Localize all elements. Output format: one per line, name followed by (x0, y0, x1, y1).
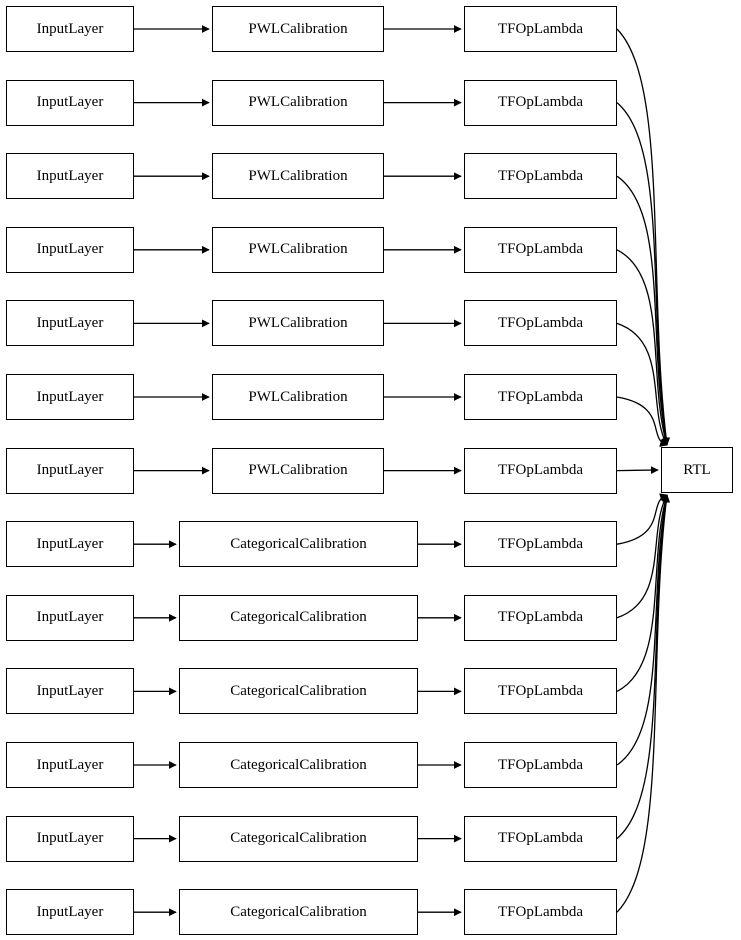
node-lambda-1[interactable] (464, 80, 617, 126)
node-lambda-11-label: TFOpLambda (498, 830, 583, 847)
node-lambda-6-label: TFOpLambda (498, 462, 583, 479)
node-lambda-8[interactable] (464, 595, 617, 641)
node-calibration-1-label: PWLCalibration (248, 94, 348, 111)
node-input-10-label: InputLayer (36, 756, 104, 773)
node-lambda-7-label: TFOpLambda (498, 535, 583, 552)
node-lambda-6[interactable] (464, 448, 617, 494)
node-calibration-7-label: CategoricalCalibration (230, 535, 367, 552)
node-calibration-10[interactable] (179, 742, 418, 788)
node-input-0-label: InputLayer (36, 20, 104, 37)
node-input-9[interactable] (6, 668, 134, 714)
node-calibration-2-label: PWLCalibration (248, 167, 348, 184)
node-lambda-0[interactable] (464, 6, 617, 52)
node-lambda-5-label: TFOpLambda (498, 388, 583, 405)
node-calibration-10-label: CategoricalCalibration (230, 756, 367, 773)
node-calibration-7[interactable] (179, 521, 418, 567)
node-lambda-1-label: TFOpLambda (498, 94, 583, 111)
node-calibration-12-label: CategoricalCalibration (230, 903, 367, 920)
node-lambda-7[interactable] (464, 521, 617, 567)
node-calibration-3-label: PWLCalibration (248, 241, 348, 258)
node-lambda-9-label: TFOpLambda (498, 682, 583, 699)
node-lambda-3[interactable] (464, 227, 617, 273)
node-input-12-label: InputLayer (36, 903, 104, 920)
node-input-10[interactable] (6, 742, 134, 788)
node-input-4[interactable] (6, 300, 134, 346)
node-lambda-10[interactable] (464, 742, 617, 788)
node-input-2-label: InputLayer (36, 167, 104, 184)
node-input-8[interactable] (6, 595, 134, 641)
node-input-3[interactable] (6, 227, 134, 273)
node-calibration-3[interactable] (212, 227, 384, 273)
node-input-8-label: InputLayer (36, 609, 104, 626)
node-input-5[interactable] (6, 374, 134, 420)
node-calibration-4[interactable] (212, 300, 384, 346)
node-input-6[interactable] (6, 448, 134, 494)
node-calibration-1[interactable] (212, 80, 384, 126)
node-calibration-5[interactable] (212, 374, 384, 420)
node-input-3-label: InputLayer (36, 241, 104, 258)
node-lambda-0-label: TFOpLambda (498, 20, 583, 37)
node-calibration-0[interactable] (212, 6, 384, 52)
node-calibration-4-label: PWLCalibration (248, 314, 348, 331)
node-lambda-12[interactable] (464, 889, 617, 935)
node-input-4-label: InputLayer (36, 314, 104, 331)
node-calibration-8-label: CategoricalCalibration (230, 609, 367, 626)
node-lambda-11[interactable] (464, 816, 617, 862)
node-input-7-label: InputLayer (36, 535, 104, 552)
node-lambda-4-label: TFOpLambda (498, 314, 583, 331)
node-input-11-label: InputLayer (36, 830, 104, 847)
node-input-9-label: InputLayer (36, 682, 104, 699)
node-input-5-label: InputLayer (36, 388, 104, 405)
node-input-7[interactable] (6, 521, 134, 567)
node-input-12[interactable] (6, 889, 134, 935)
node-lambda-9[interactable] (464, 668, 617, 714)
node-calibration-9-label: CategoricalCalibration (230, 682, 367, 699)
node-lambda-8-label: TFOpLambda (498, 609, 583, 626)
node-rtl[interactable] (661, 447, 733, 493)
node-calibration-2[interactable] (212, 153, 384, 199)
node-input-2[interactable] (6, 153, 134, 199)
node-calibration-0-label: PWLCalibration (248, 20, 348, 37)
node-input-0[interactable] (6, 6, 134, 52)
node-calibration-12[interactable] (179, 889, 418, 935)
node-calibration-9[interactable] (179, 668, 418, 714)
node-calibration-6[interactable] (212, 448, 384, 494)
node-calibration-6-label: PWLCalibration (248, 462, 348, 479)
node-lambda-2[interactable] (464, 153, 617, 199)
node-input-1[interactable] (6, 80, 134, 126)
node-lambda-12-label: TFOpLambda (498, 903, 583, 920)
node-lambda-10-label: TFOpLambda (498, 756, 583, 773)
node-lambda-3-label: TFOpLambda (498, 241, 583, 258)
node-lambda-5[interactable] (464, 374, 617, 420)
node-lambda-2-label: TFOpLambda (498, 167, 583, 184)
node-lambda-4[interactable] (464, 300, 617, 346)
node-calibration-5-label: PWLCalibration (248, 388, 348, 405)
node-input-6-label: InputLayer (36, 462, 104, 479)
node-calibration-11[interactable] (179, 816, 418, 862)
node-rtl-label: RTL (683, 461, 711, 478)
node-input-11[interactable] (6, 816, 134, 862)
node-calibration-11-label: CategoricalCalibration (230, 830, 367, 847)
node-input-1-label: InputLayer (36, 94, 104, 111)
node-calibration-8[interactable] (179, 595, 418, 641)
